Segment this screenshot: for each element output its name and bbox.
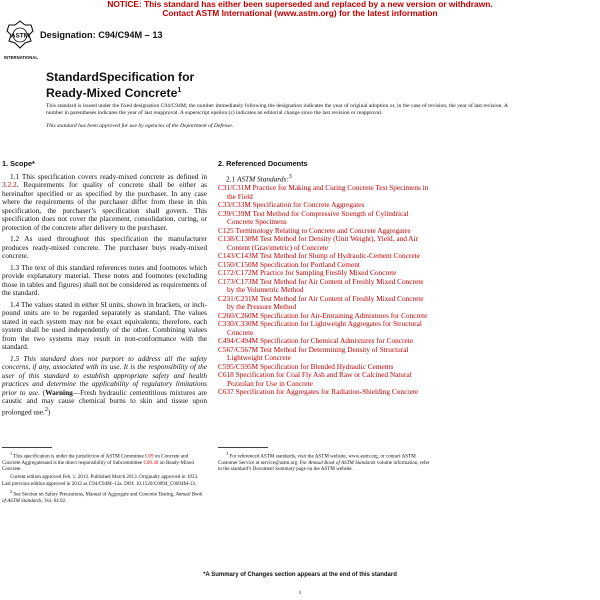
reference-code-link[interactable]: C260/C260M (218, 310, 259, 320)
footnote-3-ref[interactable]: 3 (288, 173, 292, 180)
subcommittee-c09-40-link[interactable]: C09.40 (143, 459, 159, 466)
footnote-2: $^2$ See Section on Safety Precautions, Manual of Aggregate and Concrete Testing, Annual Book of ASTM Standards, Vol. 04.02. (2, 488, 203, 504)
notice-line-2: Contact ASTM International (www.astm.org) for the latest information (162, 8, 438, 19)
astm-standards-intro: 2.1 ASTM Standards:$^3$ (226, 173, 292, 183)
footnote-rule (218, 447, 268, 448)
reference-title-link[interactable]: Test Method for Air Content of Freshly Mixed Concrete by the Pressure Method (227, 293, 424, 312)
scope-1-5: 1.5 This standard does not purport to address all the safety concerns, if any, associated with its use. It is the responsibility of the user of this standard to establish appropriate safety and health practices and determine the applicability of regulatory limitations prior to use. (Warning—Fresh hydraulic cementitious mixtures are caustic and may cause chemical burns to skin and tissue upon prolonged use.$^2$) (2, 353, 207, 416)
reference-item (218, 320, 430, 337)
reference-code-link[interactable]: C39/C39M (218, 208, 251, 218)
reference-item (218, 235, 430, 252)
referenced-documents-section (218, 160, 430, 397)
reference-title-link[interactable]: Specification for Concrete Aggregates (252, 200, 365, 210)
designation: Designation: C94/C94M – 13 (40, 30, 163, 40)
scope-1-3: 1.3 The text of this standard references notes and footnotes which provide explanatory material. These notes and footnotes (excluding those in tables and figures) shall not be considered as requirements of the standard. (2, 262, 207, 297)
astm-logo (4, 20, 36, 60)
reference-code-link[interactable]: C172/C172M (218, 268, 259, 278)
reference-item (218, 371, 430, 388)
footnote-2-ref[interactable]: 2 (44, 406, 49, 413)
reference-item (218, 210, 430, 227)
scope-heading: 1. Scope* (2, 159, 35, 168)
reference-code-link[interactable]: C33/C33M (218, 200, 251, 210)
reference-title-link[interactable]: Test Method for Density (Unit Weight), Yield, and Air Content (Gravimetric) of Concrete (227, 234, 419, 252)
logo-text: INTERNATIONAL (4, 55, 38, 60)
title-line-2: Ready-Mixed Concrete (46, 86, 178, 101)
issuance-statement (46, 103, 516, 137)
section-3-2-2-link[interactable]: 3.2.2 (2, 180, 17, 189)
reference-code-link[interactable]: C494/C494M (218, 336, 259, 346)
reference-code-link[interactable]: C595/C595M (218, 361, 259, 371)
reference-item (218, 278, 430, 295)
astm-logo-icon (4, 20, 36, 50)
reference-code-link[interactable]: C231/C231M (218, 293, 259, 303)
reference-title-link[interactable]: Specification for Coal Fly Ash and Raw or Calcined Natural Pozzolan for Use in Concrete (227, 370, 412, 388)
reference-title-link[interactable]: Specification for Chemical Admixtures for Concrete (259, 336, 413, 346)
reference-code-link[interactable]: C125 (218, 225, 234, 235)
reference-title-link[interactable]: Test Method for Slump of Hydraulic-Cement Concrete (259, 251, 420, 261)
scope-1-2: 1.2 As used throughout this specification the manufacturer produces ready-mixed concrete. The purchaser buys ready-mixed concrete. (2, 234, 207, 260)
reference-title-link[interactable]: Specification for Blended Hydraulic Cements (259, 361, 394, 371)
reference-code-link[interactable]: C618 (218, 370, 234, 380)
document-title (46, 70, 194, 100)
reference-title-link[interactable]: Terminology Relating to Concrete and Concrete Aggregates (235, 225, 411, 235)
scope-1-1: 1.1 This specification covers ready-mixed concrete as defined in 3.2.2. Requirements for quality of concrete shall be either as hereinafter specified or as specified by the purchaser. In any case where the requirements of the purchaser differ from these in this specification, the purchaser’s specification shall govern. This specification does not cover the placement, consolidation, curing, or protection of the concrete after delivery to the purchaser. (2, 171, 207, 232)
footnote-rule (2, 447, 52, 448)
reference-title-link[interactable]: Test Method for Compressive Strength of Cylindrical Concrete Specimens (227, 208, 409, 227)
scope-1-4: 1.4 The values stated in either SI units, shown in brackets, or inch-pound units are to be regarded separately as standard. The values stated in each system may not be exact equivalents; therefore, each system shall be used independently of the other. Combining values from the two systems may result in non-conformance with the standard. (2, 299, 207, 351)
title-footnote-ref[interactable]: 1 (177, 87, 182, 94)
reference-code-link[interactable]: C138/C138M (218, 234, 259, 244)
reference-item (218, 184, 430, 201)
reference-title-link[interactable]: Specification for Lightweight Aggregates for Structural Concrete (227, 319, 422, 337)
title-line-1: StandardSpecification for (46, 70, 195, 84)
footnotes-left (2, 447, 207, 506)
reference-item (218, 388, 430, 397)
reference-title-link[interactable]: Specification for Aggregates for Radiation-Shielding Concrete (235, 387, 419, 397)
reference-code-link[interactable]: C330/C330M (218, 319, 259, 329)
reference-title-link[interactable]: Specification for Air-Entraining Admixtures for Concrete (259, 310, 428, 320)
reference-code-link[interactable]: C567/C567M (218, 344, 259, 354)
reference-title-link[interactable]: Test Method for Determining Density of Structural Lightweight Concrete (227, 344, 409, 363)
reference-code-link[interactable]: C173/C173M (218, 276, 259, 286)
footnote-1: $^1$ This specification is under the jurisdiction of ASTM Committee C09 on Concrete and Concrete Aggregatesand is the direct responsibility of Subcommittee C09.40 on Ready-Mixed Concrete. (2, 451, 194, 473)
reference-code-link[interactable]: C31/C31M (218, 183, 251, 193)
reference-item (218, 295, 430, 312)
reference-title-link[interactable]: Practice for Making and Curing Concrete Test Specimens in the Field (227, 183, 429, 201)
footnote-3: $^3$ For referenced ASTM standards, visit the ASTM website, www.astm.org, or contact ASTM Customer Service at service@astm.org. For Annual Book of ASTM Standards volume information, refer to the standard’s Document Summary page on the ASTM website. (218, 451, 430, 473)
reference-code-link[interactable]: C143/C143M (218, 251, 259, 261)
reference-item (218, 346, 430, 363)
summary-of-changes-note: *A Summary of Changes section appears at the end of this standard (203, 572, 397, 578)
logo-mark: ASTM (10, 32, 30, 40)
footnotes-right (218, 447, 430, 474)
edition-note: Current edition approved Feb. 1, 2013. Published March 2013. Originally approved in 1933. Last previous edition approved in 2012 as C94/C94M–12a. DOI: 10.1520/C0094_C0094M-13. (2, 474, 199, 487)
reference-list (218, 184, 430, 397)
reference-title-link[interactable]: Specification for Portland Cement (259, 259, 360, 269)
reference-title-link[interactable]: Practice for Sampling Freshly Mixed Concrete (259, 268, 397, 278)
page-number: 1 (298, 590, 302, 596)
references-heading: 2. Referenced Documents (218, 159, 308, 168)
warning-label: Warning (45, 387, 73, 397)
withdrawn-notice (0, 0, 600, 19)
reference-code-link[interactable]: C637 (218, 387, 234, 397)
reference-title-link[interactable]: Test Method for Air Content of Freshly Mixed Concrete by the Volumetric Method (227, 276, 424, 295)
issuance-text: This standard is issued under the fixed designation C94/C94M; the number immediately following the designation indicates the year of original adoption or, in the case of revision, the year of last revision. A number in parentheses indicates the year of last reapproval. A superscript epsilon (ε) indicates an editorial change since the last revision or reapproval. (46, 103, 508, 117)
reference-code-link[interactable]: C150/C150M (218, 259, 259, 269)
notice-line-1: NOTICE: This standard has either been superseded and replaced by a new version or withdrawn. (107, 0, 493, 9)
committee-c09-link[interactable]: C09 (145, 453, 154, 460)
dod-approval: This standard has been approved for use by agencies of the Department of Defense. (46, 123, 234, 130)
scope-section (2, 160, 207, 419)
